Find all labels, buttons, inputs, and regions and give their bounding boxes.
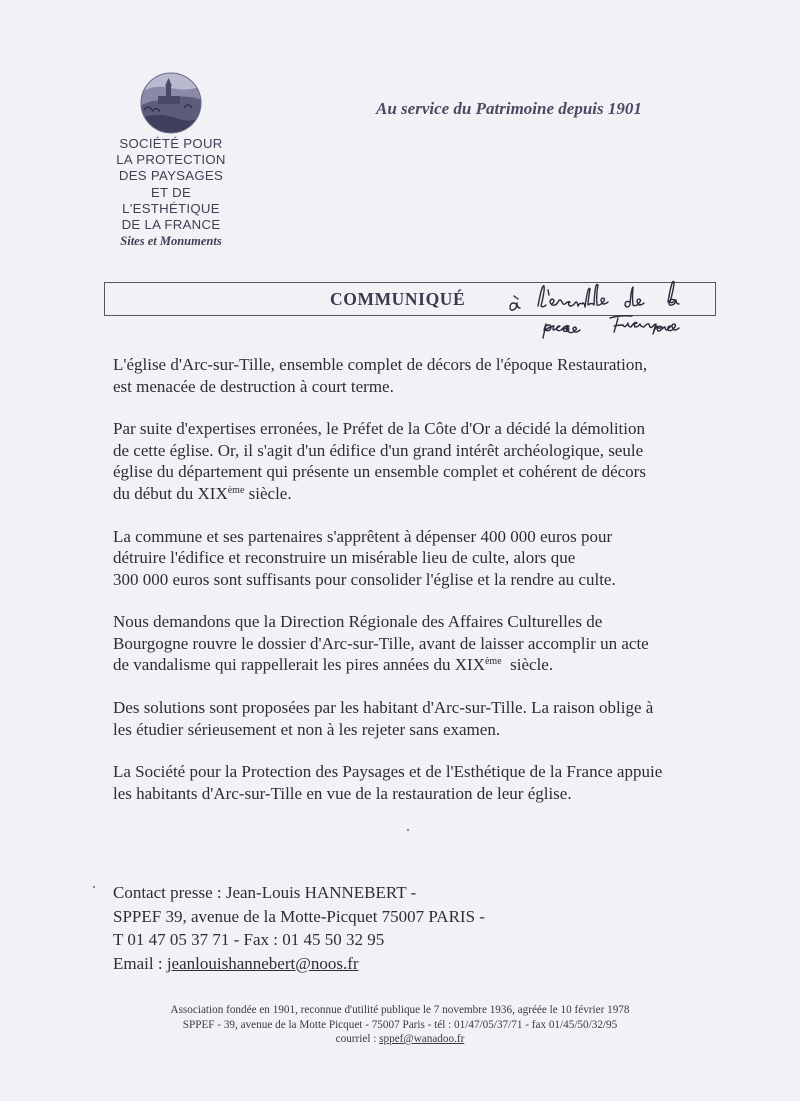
handwritten-annotation	[508, 278, 708, 344]
org-name-line: DE LA FRANCE	[121, 217, 221, 233]
email-link[interactable]: jeanlouishannebert@noos.fr	[166, 953, 359, 973]
body-line: est menacée de destruction à court terme.	[113, 376, 394, 396]
body-paragraph	[113, 418, 708, 504]
communique-title: COMMUNIQUÉ	[330, 289, 466, 309]
org-name-line: DES PAYSAGES	[118, 168, 224, 184]
body-paragraph	[113, 354, 708, 397]
body-line	[113, 483, 708, 505]
body-line-text: siècle.	[501, 655, 554, 675]
body-line	[113, 654, 708, 676]
footer-email-line	[0, 1032, 800, 1047]
contact-phone: T 01 47 05 37 71 - Fax : 01 45 50 32 95	[113, 930, 385, 949]
body-paragraph	[113, 697, 708, 740]
footer-registration: Association fondée en 1901, reconnue d'utilité publique le 7 novembre 1936, agréée le 10 février 1978	[170, 1004, 630, 1016]
body-line: 300 000 euros sont suffisants pour consolider l'église et la rendre au culte.	[113, 569, 616, 589]
body-line-text: siècle.	[244, 483, 292, 503]
motto: Au service du Patrimoine depuis 1901	[376, 99, 642, 118]
body-line: Bourgogne rouvre le dossier d'Arc-sur-Tille, avant de laisser accomplir un acte	[113, 633, 649, 653]
scan-speck	[407, 829, 409, 831]
body-line: détruire l'édifice et reconstruire un misérable lieu de culte, alors que	[113, 548, 576, 568]
org-subtitle: Sites et Monuments	[120, 234, 222, 249]
contact-address: SPPEF 39, avenue de la Motte-Picquet 75007 PARIS -	[113, 906, 485, 926]
contact-email-line	[113, 952, 485, 976]
body-line: L'église d'Arc-sur-Tille, ensemble complet de décors de l'époque Restauration,	[113, 355, 648, 374]
communique-body	[113, 354, 708, 826]
footer-email-link[interactable]: sppef@wanadoo.fr	[379, 1033, 465, 1045]
org-name-line: SOCIÉTÉ POUR	[119, 136, 223, 151]
landscape-emblem-icon	[140, 72, 202, 134]
body-paragraph	[113, 611, 708, 676]
contact-name: Contact presse : Jean-Louis HANNEBERT -	[113, 883, 417, 902]
press-contact	[113, 881, 485, 975]
body-line: de cette église. Or, il s'agit d'un édifice d'un grand intérêt archéologique, seule	[113, 440, 644, 460]
body-line: les habitants d'Arc-sur-Tille en vue de la restauration de leur église.	[113, 783, 572, 803]
email-label: Email :	[113, 953, 167, 973]
body-line-text: de vandalisme qui rappellerait les pires années du XIX	[113, 655, 485, 675]
footer	[0, 1003, 800, 1047]
body-line: La Société pour la Protection des Paysages et de l'Esthétique de la France appuie	[113, 762, 663, 782]
footer-email-label: courriel :	[335, 1033, 380, 1045]
org-name-line: ET DE	[150, 184, 192, 200]
footer-address: SPPEF - 39, avenue de la Motte Picquet - 75007 Paris - tél : 01/47/05/37/71 - fax 01/45/50/32/95	[182, 1018, 618, 1031]
body-line: Nous demandons que la Direction Régionale des Affaires Culturelles de	[113, 612, 603, 632]
scan-speck	[93, 886, 95, 888]
body-line: Des solutions sont proposées par les habitant d'Arc-sur-Tille. La raison oblige à	[113, 698, 654, 718]
org-name-line: LA PROTECTION	[116, 152, 226, 168]
body-line: Par suite d'expertises erronées, le Préfet de la Côte d'Or a décidé la démolition	[113, 419, 645, 439]
superscript: ème	[227, 484, 245, 496]
body-line: La commune et ses partenaires s'apprêtent à dépenser 400 000 euros pour	[113, 526, 613, 546]
body-line: église du département qui présente un ensemble complet et cohérent de décors	[113, 462, 646, 482]
org-name-line: L'ESTHÉTIQUE	[122, 200, 220, 216]
organization-logo	[106, 72, 236, 249]
body-line-text: du début du XIX	[113, 483, 228, 503]
superscript: ème	[484, 656, 502, 668]
body-paragraph	[113, 761, 708, 804]
body-paragraph	[113, 526, 708, 591]
body-line: les étudier sérieusement et non à les rejeter sans examen.	[113, 719, 501, 739]
